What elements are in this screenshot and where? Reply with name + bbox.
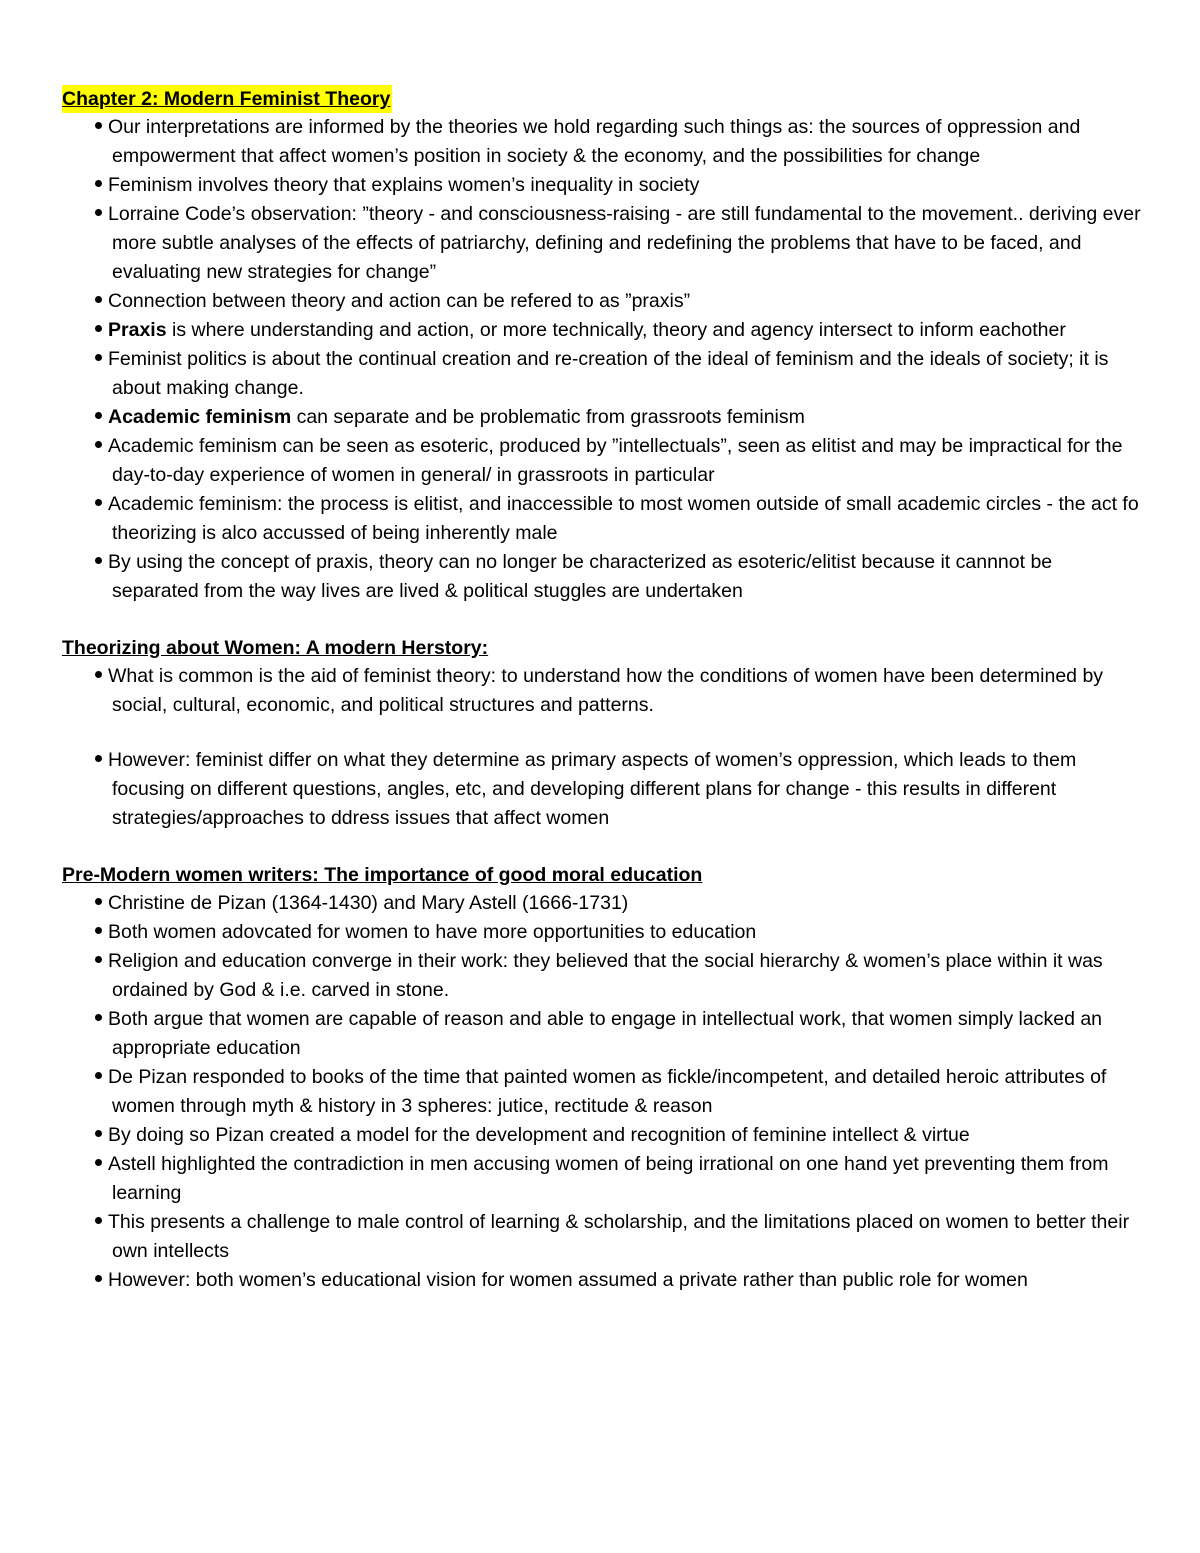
bullet-icon — [95, 1130, 102, 1137]
bullet-icon — [95, 296, 102, 303]
section-heading: Theorizing about Women: A modern Herstory: — [62, 637, 489, 659]
bullet-icon — [95, 755, 102, 762]
list-item: De Pizan responded to books of the time that painted women as fickle/incompetent, and detailed heroic attributes of women through myth & history in 3 spheres: jutice, rectitude & reason — [62, 1063, 1142, 1121]
list-item: What is common is the aid of feminist theory: to understand how the conditions of women have been determined by social, cultural, economic, and political structures and patterns. — [62, 662, 1142, 720]
bullet-icon — [95, 956, 102, 963]
bullet-icon — [95, 1072, 102, 1079]
section-heading: Chapter 2: Modern Feminist Theory — [62, 85, 392, 113]
list-item: This presents a challenge to male control of learning & scholarship, and the limitations placed on women to better their own intellects — [62, 1208, 1142, 1266]
bullet-icon — [95, 180, 102, 187]
bullet-icon — [95, 1217, 102, 1224]
bullet-icon — [95, 671, 102, 678]
list-item: Academic feminism can separate and be problematic from grassroots feminism — [62, 403, 1142, 432]
bullet-icon — [95, 927, 102, 934]
section-modern-feminist-theory — [62, 85, 1142, 606]
list-item: Connection between theory and action can be refered to as ”praxis” — [62, 287, 1142, 316]
list-item: Academic feminism: the process is elitist, and inaccessible to most women outside of small academic circles - the act fo theorizing is alco accussed of being inherently male — [62, 490, 1142, 548]
bullet-icon — [95, 557, 102, 564]
list-item: Both women adovcated for women to have more opportunities to education — [62, 918, 1142, 947]
section-heading: Pre-Modern women writers: The importance of good moral education — [62, 864, 703, 886]
bullet-icon — [95, 1159, 102, 1166]
bullet-icon — [95, 412, 102, 419]
bullet-icon — [95, 325, 102, 332]
document-body — [62, 85, 1142, 1295]
list-item: By doing so Pizan created a model for the development and recognition of feminine intellect & virtue — [62, 1121, 1142, 1150]
bullet-list — [62, 113, 1142, 606]
bold-term: Academic feminism — [108, 406, 292, 428]
list-item: Our interpretations are informed by the theories we hold regarding such things as: the sources of oppression and empowerment that affect women’s position in society & the economy, and the possibilities for change — [62, 113, 1142, 171]
list-item: Feminism involves theory that explains women’s inequality in society — [62, 171, 1142, 200]
list-item: Praxis is where understanding and action, or more technically, theory and agency intersect to inform eachother — [62, 316, 1142, 345]
bullet-icon — [95, 1275, 102, 1282]
bold-term: Praxis — [108, 319, 167, 341]
section-theorizing-about-women — [62, 634, 1142, 833]
bullet-list — [62, 662, 1142, 833]
bullet-icon — [95, 209, 102, 216]
list-item: However: feminist differ on what they determine as primary aspects of women’s oppression, which leads to them focusing on different questions, angles, etc, and developing different plans for change - this results in different strategies/approaches to ddress issues that affect women — [62, 746, 1142, 833]
bullet-icon — [95, 1014, 102, 1021]
list-item: Both argue that women are capable of reason and able to engage in intellectual work, that women simply lacked an appropriate education — [62, 1005, 1142, 1063]
list-item: Christine de Pizan (1364-1430) and Mary Astell (1666-1731) — [62, 889, 1142, 918]
list-item: By using the concept of praxis, theory can no longer be characterized as esoteric/elitist because it cannnot be separated from the way lives are lived & political stuggles are undertaken — [62, 548, 1142, 606]
list-item: Academic feminism can be seen as esoteric, produced by ”intellectuals”, seen as elitist and may be impractical for the day-to-day experience of women in general/ in grassroots in particular — [62, 432, 1142, 490]
bullet-icon — [95, 441, 102, 448]
list-item: However: both women’s educational vision for women assumed a private rather than public role for women — [62, 1266, 1142, 1295]
bullet-icon — [95, 354, 102, 361]
section-pre-modern-women-writers — [62, 861, 1142, 1295]
list-item: Religion and education converge in their work: they believed that the social hierarchy & women’s place within it was ordained by God & i.e. carved in stone. — [62, 947, 1142, 1005]
bullet-icon — [95, 499, 102, 506]
list-item: Feminist politics is about the continual creation and re-creation of the ideal of feminism and the ideals of society; it is about making change. — [62, 345, 1142, 403]
bullet-icon — [95, 122, 102, 129]
list-item: Lorraine Code’s observation: ”theory - and consciousness-raising - are still fundamental to the movement.. deriving ever more subtle analyses of the effects of patriarchy, defining and redefining the problems that have to be faced, and evaluating new strategies for change” — [62, 200, 1142, 287]
bullet-list — [62, 889, 1142, 1295]
list-item: Astell highlighted the contradiction in men accusing women of being irrational on one hand yet preventing them from learning — [62, 1150, 1142, 1208]
bullet-icon — [95, 898, 102, 905]
